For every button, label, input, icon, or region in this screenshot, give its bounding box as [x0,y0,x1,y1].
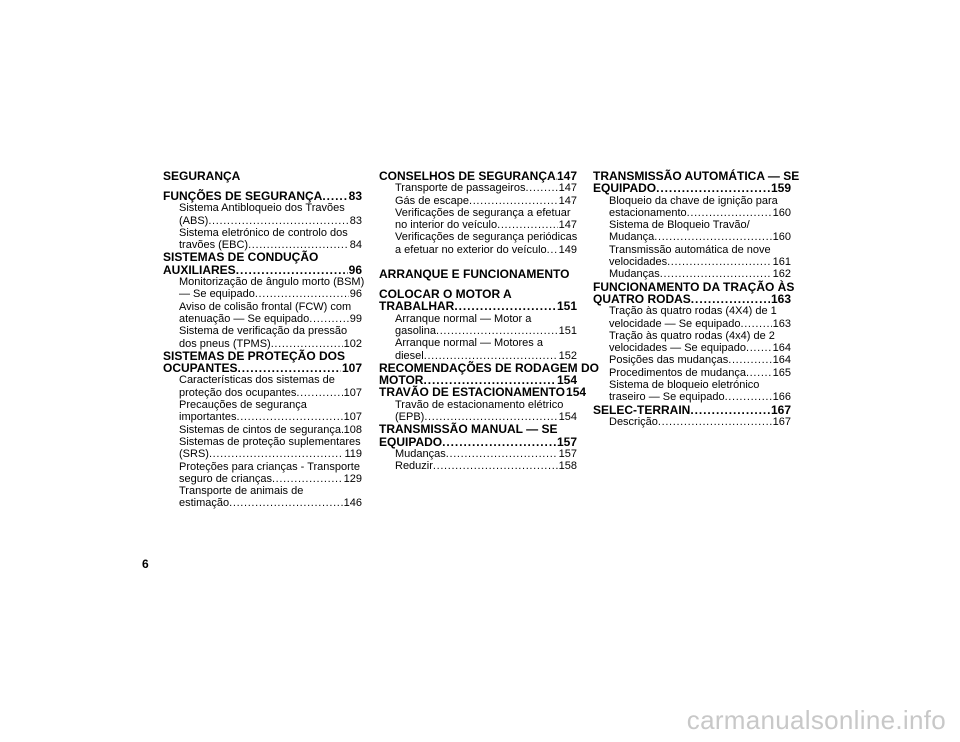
leader-dots [469,195,558,207]
toc-chapter-entry[interactable] [379,288,577,313]
leader-dots [255,288,349,300]
toc-page-number: 154 [558,411,577,424]
toc-entry[interactable] [163,374,362,399]
section-heading-seguranca: SEGURANÇA [163,169,241,183]
leader-dots [237,362,341,374]
toc-page-number: 157 [558,447,577,460]
leader-dots [236,411,342,423]
leader-dots [208,215,348,227]
toc-entry-text: (ABS) [179,214,209,227]
toc-line [163,227,362,239]
leader-dots [229,497,343,509]
toc-line [593,305,791,317]
toc-line [379,436,577,448]
toc-line [593,256,791,268]
toc-line [163,338,362,350]
watermark: carmanualsonline.info [686,705,946,735]
toc-entry-text: Transporte de animais de [179,485,304,498]
toc-line [163,411,362,423]
toc-line [379,182,577,194]
toc-entry[interactable] [593,330,791,355]
leader-dots [547,244,558,256]
toc-entry-text: Verificações de segurança a efetuar [395,206,571,219]
toc-chapter-entry[interactable] [379,423,577,448]
toc-line [593,207,791,219]
toc-line [163,325,362,337]
toc-line [163,387,362,399]
toc-entry-text: diesel [395,349,424,362]
toc-line [163,288,362,300]
toc-entry[interactable] [163,436,362,461]
leader-dots [691,293,770,305]
toc-line [163,424,362,436]
toc-entry[interactable] [593,268,791,280]
toc-entry[interactable] [379,337,577,362]
toc-entry-text: TRANSMISSÃO AUTOMÁTICA — SE [593,169,800,183]
toc-page-number: 107 [341,361,362,376]
toc-entry-text: seguro de crianças [179,472,272,485]
toc-page-number: 83 [349,214,362,227]
toc-entry-text: EQUIPADO [379,434,443,449]
toc-line [163,436,362,448]
toc-entry-text: Transporte de passageiros [395,182,526,195]
toc-chapter-entry[interactable] [593,404,791,416]
toc-entry[interactable] [379,399,577,424]
toc-page-number: 107 [343,386,362,399]
leader-dots [740,318,771,330]
toc-entry-text: a efetuar no exterior do veículo [395,243,547,256]
toc-line [163,264,362,276]
toc-entry[interactable] [379,313,577,338]
leader-dots [725,391,772,403]
toc-line [379,300,577,312]
toc-chapter-entry[interactable] [593,279,795,306]
toc-entry-text: QUATRO RODAS [593,291,691,306]
leader-dots [272,473,343,485]
toc-entry-text: Sistema de verificação da pressão [179,325,348,338]
toc-line [163,399,362,411]
toc-entry-text: SELEC-TERRAIN [593,402,691,417]
toc-line [379,207,577,219]
toc-entry[interactable] [593,244,791,269]
toc-page-number: 151 [558,324,577,337]
toc-page-number: 99 [349,312,362,325]
leader-dots [209,448,344,460]
leader-dots [436,325,558,337]
toc-line [379,423,577,435]
toc-entry-text: Precauções de segurança [179,399,307,412]
leader-dots [654,231,771,243]
leader-dots [424,350,558,362]
toc-entry-text: Tração às quatro rodas (4x4) de 2 [609,329,775,342]
toc-line [593,219,791,231]
leader-dots [687,207,772,219]
toc-entry[interactable] [163,227,362,252]
toc-chapter-entry[interactable] [163,190,362,202]
toc-entry[interactable] [593,219,791,244]
toc-column-2 [379,169,600,473]
toc-entry-text: Mudanças [395,447,446,460]
toc-line [593,330,791,342]
toc-entry-text: Travão de estacionamento elétrico [395,398,564,411]
toc-entry-text: proteção dos ocupantes [179,386,297,399]
toc-entry[interactable] [163,485,362,510]
toc-entries [379,287,600,473]
toc-entry-text: Aviso de colisão frontal (FCW) com [179,300,352,313]
toc-entry-text: Gás de escape [395,194,469,207]
toc-entry-text: EQUIPADO [593,181,657,196]
toc-line [163,251,362,263]
toc-entries [379,170,577,256]
toc-entry-text: estimação [179,497,230,510]
toc-line [593,318,791,330]
leader-dots [433,460,558,472]
toc-line [163,215,362,227]
toc-line [163,473,362,485]
toc-entry-text: Sistemas de proteção suplementares [179,435,361,448]
toc-page-number: 152 [558,349,577,362]
toc-line [379,325,577,337]
toc-entry-text: RECOMENDAÇÕES DE RODAGEM DO [379,360,600,375]
toc-line [593,268,791,280]
toc-line [593,354,791,366]
toc-page-number: 159 [770,181,791,196]
toc-line [593,182,791,194]
toc-entry[interactable] [163,276,365,301]
toc-entry-text: Reduzir [395,460,433,473]
toc-page-number: 166 [772,391,791,404]
toc-entry-text: SISTEMAS DE PROTEÇÃO DOS [163,348,346,363]
toc-entry-text: Características dos sistemas de [179,374,335,387]
toc-entry-text: FUNÇÕES DE SEGURANÇA [163,189,323,203]
toc-line [163,374,362,386]
leader-dots [690,404,770,416]
toc-entry-text: TRANSMISSÃO MANUAL — SE [379,422,558,437]
toc-column-1 [163,169,365,510]
leader-dots [446,448,558,460]
toc-entry[interactable] [163,301,362,326]
toc-entry[interactable] [379,195,577,207]
toc-entry-text: Bloqueio da chave de ignição para [609,194,778,207]
toc-line [163,202,362,214]
leader-dots [296,387,342,399]
toc-page-number: 129 [343,472,362,485]
toc-page-number: 147 [556,169,577,183]
toc-chapter-entry[interactable] [379,385,587,400]
toc-page-number: 163 [770,291,791,306]
toc-chapter-entry[interactable] [379,360,600,388]
toc-entry-text: Arranque normal — Motor a [395,312,532,325]
toc-page-number: 107 [343,411,362,424]
toc-entry-text: (EPB) [395,411,425,424]
page-number: 6 [142,557,149,571]
toc-line [593,231,791,243]
toc-chapter-entry[interactable] [379,170,577,182]
leader-dots [322,190,347,202]
toc-line [379,244,577,256]
toc-line [593,244,791,256]
toc-line [379,170,577,182]
toc-page-number: 164 [772,342,791,355]
toc-entry[interactable] [163,202,362,227]
leader-dots [667,256,772,268]
toc-entry[interactable] [163,424,362,436]
toc-line [593,379,791,391]
leader-dots [658,416,772,428]
toc-entry-text: Procedimentos de mudança [609,366,746,379]
leader-dots [442,436,556,448]
toc-line [593,404,791,416]
toc-line [379,385,587,400]
leader-dots [236,264,348,276]
leader-dots [660,268,772,280]
toc-entry[interactable] [593,416,791,428]
toc-entry-text: Proteções para crianças - Transporte [179,460,360,473]
toc-entry-text: Sistema de Bloqueio Travão/ [609,219,750,232]
toc-entry-text: velocidade — Se equipado [609,317,741,330]
leader-dots [728,354,771,366]
toc-page-number: 158 [558,460,577,473]
toc-entry-text: TRAVÃO DE ESTACIONAMENTO [379,385,566,400]
toc-line [379,399,577,411]
toc-entry-text: Sistema eletrónico de controlo dos [179,226,348,239]
toc-entries [593,169,800,428]
toc-chapter-entry[interactable] [593,169,800,196]
toc-entry-text: travões (EBC) [179,239,249,252]
leader-dots [309,313,348,325]
toc-entry[interactable] [379,207,577,232]
toc-entry-text: OCUPANTES [163,361,238,376]
toc-page-number: 108 [343,423,362,436]
toc-entry-text: no interior do veículo [395,219,498,232]
toc-entry[interactable] [379,182,577,194]
toc-line [379,313,577,325]
toc-page-number: 96 [348,262,362,277]
toc-entry-text: Verificações de segurança periódicas [395,231,578,244]
toc-page-number: 151 [556,299,577,314]
toc-entry[interactable] [379,460,577,472]
leader-dots [271,338,343,350]
toc-line [163,448,362,460]
leader-dots [497,219,558,231]
toc-entry-text: velocidades — Se equipado [609,342,746,355]
toc-entry-text: Descrição [609,415,658,428]
toc-entry-text: Posições das mudanças [609,354,729,367]
toc-entry-text: Sistema Antibloqueio dos Travões [179,202,345,215]
leader-dots [746,342,772,354]
toc-entry[interactable] [163,461,362,486]
leader-dots [525,182,557,194]
toc-page-number: 146 [343,497,362,510]
toc-line [163,190,362,202]
toc-entry-text: traseiro — Se equipado [609,391,725,404]
toc-entry-text: gasolina [395,324,436,337]
toc-page-number: 119 [344,448,362,461]
toc-entry-text: Sistema de bloqueio eletrónico [609,379,760,392]
toc-page-number: 160 [772,206,791,219]
toc-entry-text: atenuação — Se equipado [179,312,310,325]
toc-line [593,416,791,428]
toc-page-number: 167 [770,402,791,417]
toc-entry-text: Sistemas de cintos de segurança [179,423,342,436]
toc-entry-text: Mudança [609,231,655,244]
toc-entry-text: Mudanças [609,268,660,281]
toc-line [593,367,791,379]
toc-line [379,195,577,207]
toc-page-number: 164 [772,354,791,367]
toc-entry[interactable] [593,379,791,404]
toc-page-number: 163 [772,317,791,330]
toc-line [163,461,362,473]
toc-line [593,293,791,305]
toc-page-number: 157 [556,434,577,449]
toc-page-number: 147 [558,194,577,207]
toc-entry-text: importantes [179,411,237,424]
leader-dots [454,300,556,312]
toc-entry-text: velocidades [609,256,668,269]
toc-entry-text: TRABALHAR [379,299,455,314]
toc-line [163,313,362,325]
toc-entry-text: FUNCIONAMENTO DA TRAÇÃO ÀS [593,279,795,294]
toc-line [379,231,577,243]
toc-column-3 [593,169,800,428]
toc-entry[interactable] [379,231,577,256]
toc-entry-text: Monitorização de ângulo morto (BSM) [179,276,365,289]
section-heading-arranque: ARRANQUE E FUNCIONAMENTO [379,267,570,282]
toc-entry-text: dos pneus (TPMS) [179,337,271,350]
toc-entry-text: Tração às quatro rodas (4X4) de 1 [609,305,777,318]
toc-line [379,460,577,472]
toc-entry[interactable] [593,367,791,379]
toc-line [379,337,577,349]
toc-page-number: 162 [772,268,791,281]
toc-entry-text: COLOCAR O MOTOR A [379,287,512,302]
toc-page-number: 161 [772,256,791,269]
toc-line [163,362,362,374]
toc-line [379,219,577,231]
toc-chapter-entry[interactable] [163,251,362,276]
toc-entry-text: MOTOR [379,373,424,388]
toc-entry-text: CONSELHOS DE SEGURANÇA [379,169,556,183]
toc-page-number: 154 [556,373,577,388]
leader-dots [656,182,770,194]
leader-dots [746,367,772,379]
toc-entries [163,189,365,510]
toc-entry[interactable] [593,305,791,330]
toc-chapter-entry[interactable] [163,350,362,375]
toc-entry[interactable] [163,325,362,350]
toc-page-number: 149 [558,243,577,256]
toc-page-number: 165 [772,366,791,379]
toc-entry-text: estacionamento [609,206,687,219]
toc-page-number: 147 [558,182,577,195]
toc-line [163,276,365,289]
toc-page-number: 84 [349,239,362,252]
toc-entry-text: Arranque normal — Motores a [395,337,543,350]
toc-page-number: 102 [343,337,362,350]
toc-entry-text: SISTEMAS DE CONDUÇÃO [163,250,319,265]
toc-line [163,301,362,313]
toc-entry[interactable] [379,448,577,460]
toc-page-number: 160 [772,231,791,244]
toc-line [163,485,362,497]
toc-page-number: 96 [349,288,362,301]
toc-line [593,342,791,354]
toc-entry-text: (SRS) [179,448,209,461]
toc-line [593,391,791,403]
toc-entry-text: AUXILIARES [163,262,236,277]
toc-page-number: 147 [558,219,577,232]
toc-entry-text: Transmissão automática de nove [609,243,771,256]
toc-entry[interactable] [593,354,791,366]
toc-page-number: 167 [772,415,791,428]
toc-line [593,195,791,207]
toc-page-number: 83 [348,189,362,203]
toc-line [379,350,577,362]
toc-line [379,448,577,460]
toc-line [163,497,362,509]
toc-page-number: 154 [566,385,587,400]
toc-entry[interactable] [593,195,791,220]
toc-entry-text: — Se equipado [179,288,255,301]
toc-entry[interactable] [163,399,362,424]
